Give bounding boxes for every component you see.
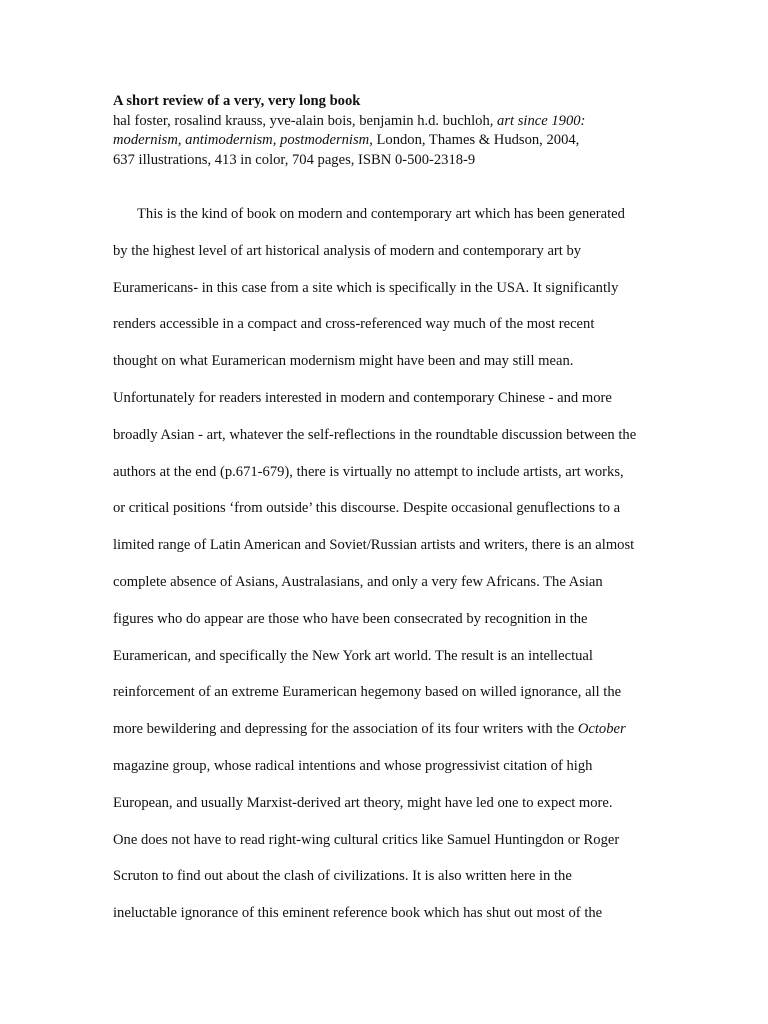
body-line: complete absence of Asians, Australasians, and only a very few Africans. The Asian — [113, 573, 603, 590]
body-line: reinforcement of an extreme Euramerican hegemony based on willed ignorance, all the — [113, 684, 622, 701]
body-line: limited range of Latin American and Soviet/Russian artists and writers, there is an almost — [113, 537, 635, 554]
review-title: A short review of a very, very long book — [113, 93, 361, 109]
citation-line-2 — [113, 131, 673, 151]
review-body — [113, 204, 673, 940]
body-line: figures who do appear are those who have been consecrated by recognition in the — [113, 610, 588, 627]
body-line-text: more bewildering and depressing for the association of its four writers with the — [113, 721, 578, 738]
body-line: by the highest level of art historical analysis of modern and contemporary art by — [113, 242, 582, 259]
body-line: Euramerican, and specifically the New York art world. The result is an intellectual — [113, 647, 593, 664]
review-header — [113, 92, 673, 170]
body-line: Euramericans- in this case from a site which is specifically in the USA. It significantly — [113, 279, 619, 296]
body-line: This is the kind of book on modern and contemporary art which has been generated — [137, 206, 625, 222]
book-subtitle: modernism, antimodernism, postmodernism — [113, 132, 370, 148]
body-line: Unfortunately for readers interested in modern and contemporary Chinese - and more — [113, 389, 612, 406]
citation-line-3: 637 illustrations, 413 in color, 704 pages, ISBN 0-500-2318-9 — [113, 151, 476, 168]
body-line: thought on what Euramerican modernism might have been and may still mean. — [113, 353, 574, 370]
book-authors: hal foster, rosalind krauss, yve-alain bois, benjamin h.d. buchloh, — [113, 112, 498, 129]
body-line: One does not have to read right-wing cultural critics like Samuel Huntingdon or Roger — [113, 831, 620, 848]
body-line: authors at the end (p.671-679), there is virtually no attempt to include artists, art works, — [113, 463, 624, 480]
journal-name: October — [577, 721, 626, 738]
body-line: broadly Asian - art, whatever the self-reflections in the roundtable discussion between the — [113, 426, 637, 443]
body-line: or critical positions ‘from outside’ this discourse. Despite occasional genuflections to a — [113, 500, 621, 517]
body-line: magazine group, whose radical intentions and whose progressivist citation of high — [113, 757, 593, 774]
citation-line-1 — [113, 112, 673, 132]
body-line: European, and usually Marxist-derived art theory, might have led one to expect more. — [113, 794, 613, 811]
body-line: Scruton to find out about the clash of civilizations. It is also written here in the — [113, 868, 572, 885]
book-title: art since 1900: — [497, 112, 586, 129]
book-publisher: , London, Thames & Hudson, 2004, — [369, 132, 580, 148]
body-line: renders accessible in a compact and cross-referenced way much of the most recent — [113, 316, 595, 333]
body-line: ineluctable ignorance of this eminent reference book which has shut out most of the — [113, 905, 603, 922]
body-line — [113, 719, 673, 756]
